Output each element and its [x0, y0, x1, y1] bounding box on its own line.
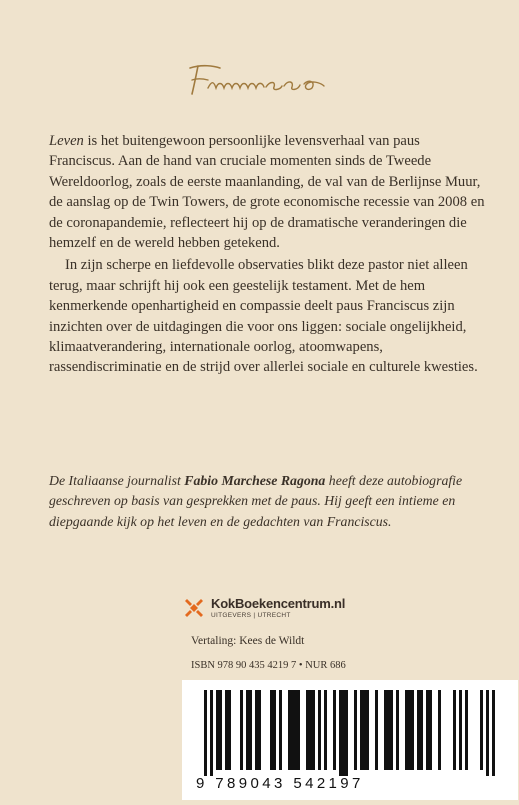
barcode-bar — [216, 690, 219, 770]
kok-logo-icon — [183, 597, 205, 619]
barcode-bar — [309, 690, 312, 770]
barcode-bar — [366, 690, 369, 770]
author-note-prefix: De Italiaanse journalist — [49, 473, 185, 488]
barcode-bar — [375, 690, 378, 770]
barcode-bar — [288, 690, 291, 770]
author-note-suffix: heeft deze autobiografie geschreven op basis van gesprekken met de paus. Hij geeft een intieme en diepgaande kijk op het leven en de gedachten van Franciscus. — [49, 473, 463, 529]
isbn-line: ISBN 978 90 435 4219 7 • NUR 686 — [191, 660, 346, 671]
barcode-bar — [387, 690, 390, 770]
blurb-paragraph-1-text: is het buitengewoon persoonlijke levensverhaal van paus Franciscus. Aan de hand van cruciale momenten sinds de Tweede Wereldoorlog, zoals de eerste maanlanding, de val van de Berlijnse Muur, de aanslag op de Twin Towers, de grote economische recessie van 2008 en de coronapandemie, reflecteert hij op de dramatische veranderingen die hemzelf en de wereld hebben getekend. — [49, 133, 485, 252]
barcode-bar — [459, 690, 462, 770]
barcode-bar — [339, 690, 342, 776]
publisher-logo — [183, 596, 345, 619]
author-note — [49, 471, 489, 532]
barcode-bar — [384, 690, 387, 770]
barcode-bar — [396, 690, 399, 770]
barcode-bar — [228, 690, 231, 770]
barcode-bar — [363, 690, 366, 770]
barcode-digits: 9 789043 542197 — [196, 775, 364, 792]
barcode-bar — [306, 690, 309, 770]
barcode-bar — [225, 690, 228, 770]
barcode-bar — [345, 690, 348, 776]
publisher-text — [211, 596, 345, 619]
barcode-bar — [204, 690, 207, 776]
barcode-bar — [279, 690, 282, 770]
barcode-bar — [294, 690, 297, 770]
barcode-bar — [480, 690, 483, 770]
barcode-bar — [408, 690, 411, 770]
signature-francesco — [184, 60, 334, 100]
publisher-subtitle: UITGEVERS | UTRECHT — [211, 612, 291, 619]
barcode-bar — [246, 690, 249, 770]
book-title-lead: Leven — [49, 133, 84, 149]
barcode-bar — [324, 690, 327, 770]
barcode-bar — [273, 690, 276, 770]
barcode-bar — [312, 690, 315, 770]
barcode-bar — [258, 690, 261, 770]
barcode-bar — [420, 690, 423, 770]
barcode-bar — [291, 690, 294, 770]
barcode-bar — [411, 690, 414, 770]
blurb-paragraph-1 — [49, 131, 489, 253]
barcode-bar — [417, 690, 420, 770]
barcode-bar — [438, 690, 441, 770]
barcode-bar — [390, 690, 393, 770]
barcode-bar — [318, 690, 321, 770]
barcode-bar — [255, 690, 258, 770]
author-name: Fabio Marchese Ragona — [184, 473, 326, 488]
barcode-bar — [486, 690, 489, 776]
barcode-bar — [426, 690, 429, 770]
barcode-bar — [333, 690, 336, 770]
translation-credit: Vertaling: Kees de Wildt — [191, 635, 305, 647]
barcode-bar — [270, 690, 273, 770]
barcode-bar — [465, 690, 468, 770]
barcode-bar — [360, 690, 363, 770]
barcode-bar — [453, 690, 456, 770]
barcode-bar — [429, 690, 432, 770]
barcode-bar — [342, 690, 345, 776]
barcode-bar — [249, 690, 252, 770]
barcode-bar — [297, 690, 300, 770]
barcode-bar — [210, 690, 213, 776]
barcode-bar — [219, 690, 222, 770]
blurb-paragraph-2: In zijn scherpe en liefdevolle observaties blikt deze pastor niet alleen terug, maar schrijft hij ook een geestelijk testament. Met de hem kenmerkende openhartigheid en compassie deelt paus Franciscus zijn inzichten over de uitdagingen die voor ons liggen: sociale ongelijkheid, klimaatverandering, internationale oorlog, atoomwapens, rassendiscriminatie en de strijd over allerlei sociale en culturele kwesties. — [49, 257, 478, 376]
barcode-bar — [405, 690, 408, 770]
blurb — [49, 131, 489, 378]
barcode-bar — [354, 690, 357, 770]
publisher-name: KokBoekencentrum.nl — [211, 596, 346, 611]
barcode-bar — [240, 690, 243, 770]
barcode-bar — [492, 690, 495, 776]
